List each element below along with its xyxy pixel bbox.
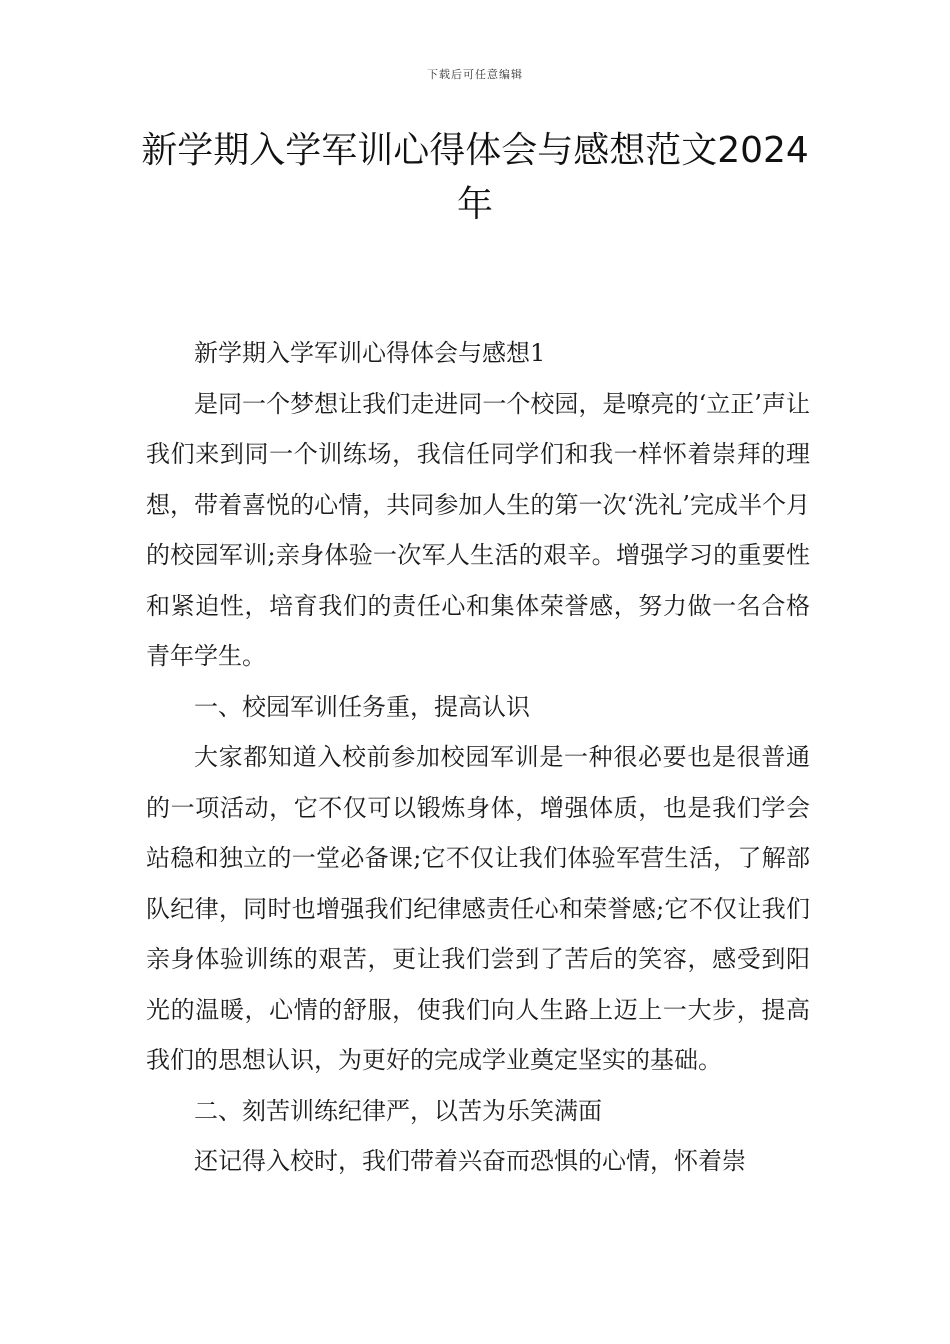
body-paragraph: 是同一个梦想让我们走进同一个校园，是嘹亮的‘立正’声让我们来到同一个训练场，我信任同学们和我一样怀着崇拜的理想，带着喜悦的心情，共同参加人生的第一次‘洗礼’完成半个月的校园军训;亲身体验一次军人生活的艰辛。增强学习的重要性和紧迫性，培育我们的责任心和集体荣誉感，努力做一名合格青年学生。: [146, 389, 810, 670]
document-title: 新学期入学军训心得体会与感想范文2024年: [141, 130, 809, 225]
header-note: 下载后可任意编辑: [427, 68, 523, 81]
body-paragraph: 还记得入校时，我们带着兴奋而恐惧的心情，怀着崇: [194, 1147, 746, 1175]
section-heading: 一、校园军训任务重，提高认识: [194, 692, 530, 721]
section-heading: 二、刻苦训练纪律严，以苦为乐笑满面: [194, 1096, 602, 1125]
document-body: [146, 328, 810, 1187]
section-heading: 新学期入学军训心得体会与感想1: [194, 339, 546, 367]
body-paragraph: 大家都知道入校前参加校园军训是一种很必要也是很普通的一项活动，它不仅可以锻炼身体，增强体质，也是我们学会站稳和独立的一堂必备课;它不仅让我们体验军营生活，了解部队纪律，同时也增强我们纪律感责任心和荣誉感;它不仅让我们亲身体验训练的艰苦，更让我们尝到了苦后的笑容，感受到阳光的温暖，心情的舒服，使我们向人生路上迈上一大步，提高我们的思想认识，为更好的完成学业奠定坚实的基础。: [146, 743, 810, 1074]
